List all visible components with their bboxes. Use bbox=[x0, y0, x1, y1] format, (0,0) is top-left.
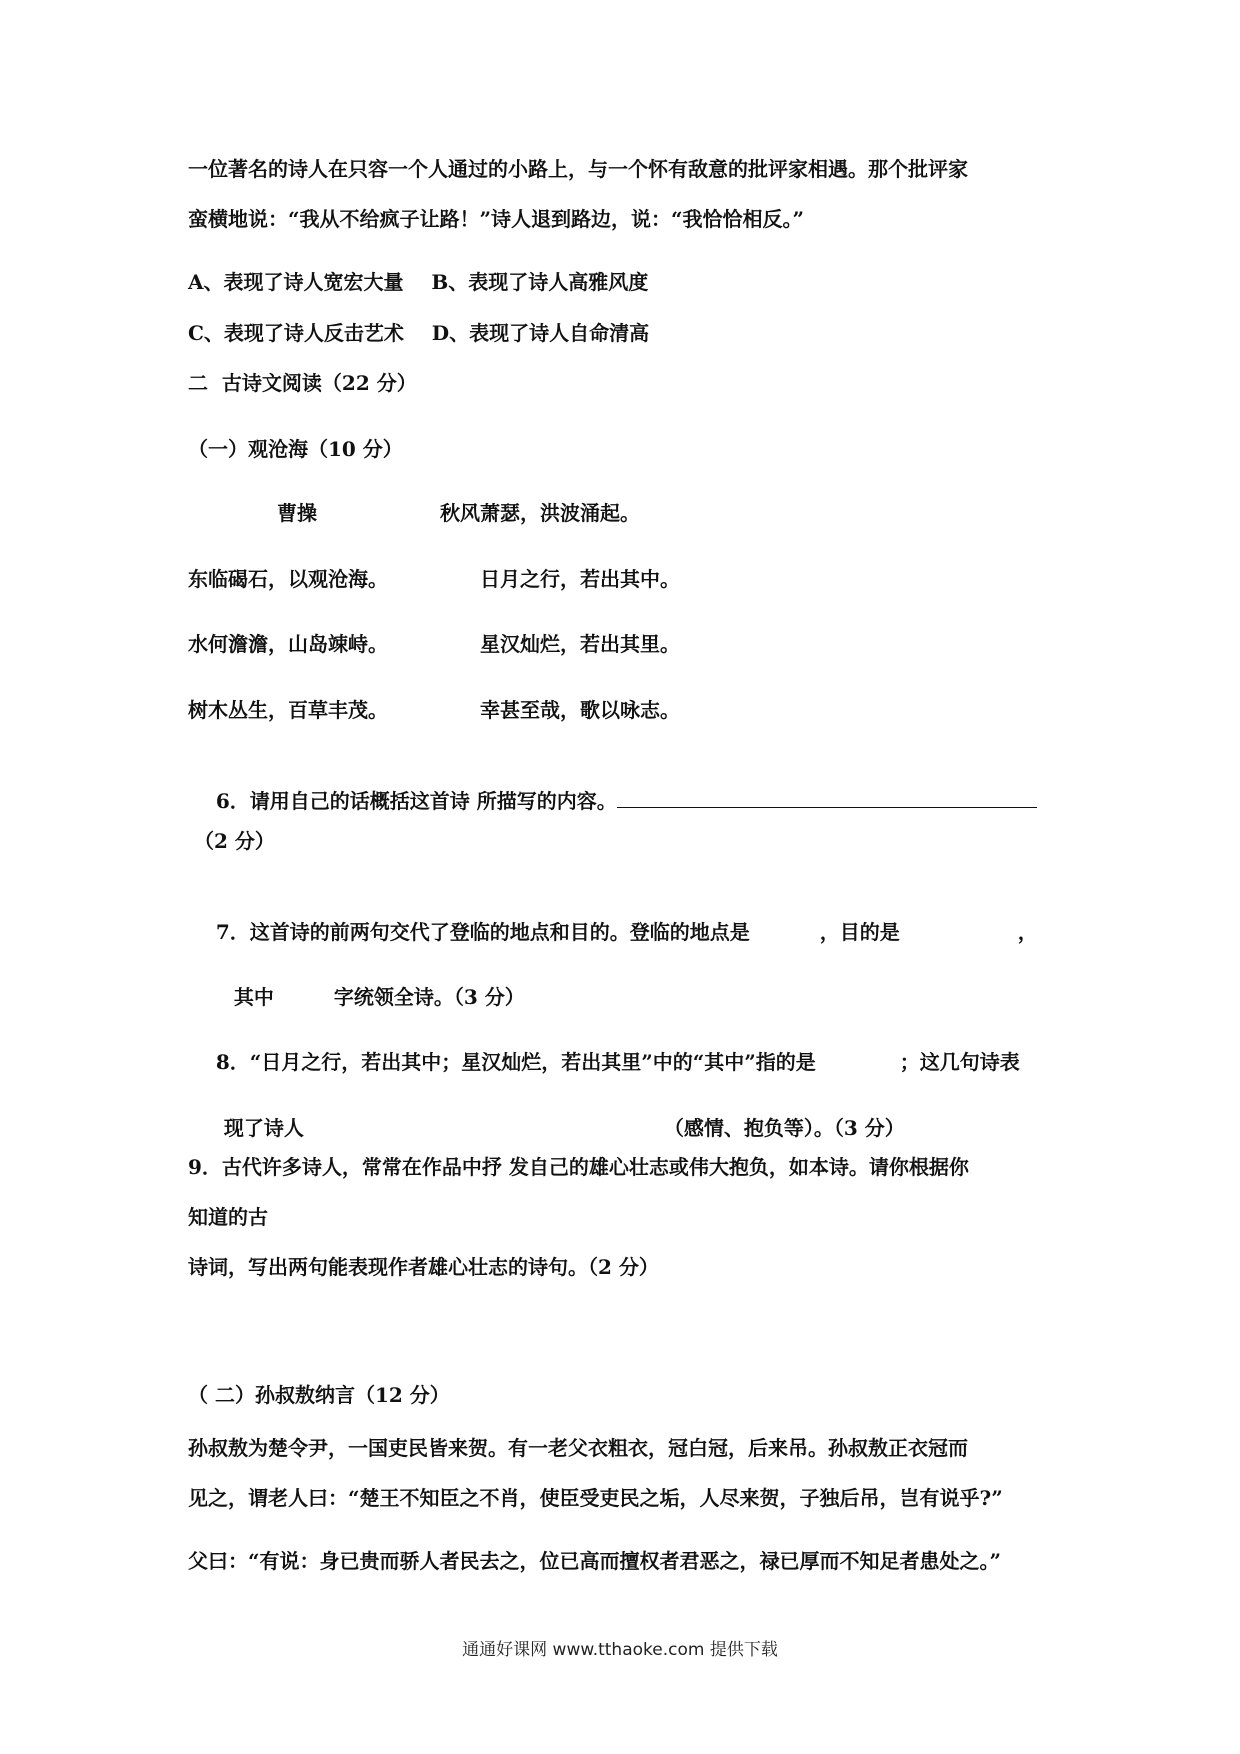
question-7-part-3: ， bbox=[1017, 920, 1038, 944]
poem-line: 树木丛生，百草丰茂。 bbox=[188, 698, 388, 722]
poem-line: 幸甚至哉，歌以咏志。 bbox=[480, 698, 680, 722]
question-7-line-2a: 其中 bbox=[233, 985, 274, 1009]
poem-line: 东临碣石，以观沧海。 bbox=[188, 567, 388, 591]
intro-line-1: 一位著名的诗人在只容一个人通过的小路上，与一个怀有敌意的批评家相遇。那个批评家 bbox=[188, 157, 968, 181]
question-7-part-2: ，目的是 bbox=[819, 920, 900, 944]
subsection-title-1: （一）观沧海（10 分） bbox=[188, 437, 403, 461]
poem-line: 星汉灿烂，若出其里。 bbox=[480, 632, 680, 656]
question-7-line-2b: 字统领全诗。（3 分） bbox=[333, 985, 525, 1009]
passage-line-1: 孙叔敖为楚令尹，一国吏民皆来贺。有一老父衣粗衣，冠白冠，后来吊。孙叔敖正衣冠而 bbox=[188, 1436, 968, 1460]
question-7-part-1: 7．这首诗的前两句交代了登临的地点和目的。登临的地点是 bbox=[215, 920, 750, 944]
question-8-line-2b: （感情、抱负等）。（3 分） bbox=[663, 1116, 905, 1140]
question-9-line-3: 诗词，写出两句能表现作者雄心壮志的诗句。（2 分） bbox=[188, 1255, 659, 1279]
poem-author: 曹操 bbox=[277, 501, 317, 525]
question-8-part-2: ；这几句诗表 bbox=[899, 1050, 1020, 1074]
poem-line: 日月之行，若出其中。 bbox=[480, 567, 680, 591]
options-row-2: C、表现了诗人反击艺术 D、表现了诗人自命清高 bbox=[188, 321, 650, 345]
question-8-line-2a: 现了诗人 bbox=[223, 1116, 304, 1140]
section-title: 二 古诗文阅读（22 分） bbox=[188, 371, 417, 395]
page-footer: 通通好课网 www.tthaoke.com 提供下载 bbox=[462, 1640, 778, 1660]
intro-line-2: 蛮横地说：“我从不给疯子让路！”诗人退到路边，说：“我恰恰相反。” bbox=[188, 207, 805, 231]
passage-line-3: 父曰：“有说：身已贵而骄人者民去之，位已高而擅权者君恶之，禄已厚而不知足者患处之。” bbox=[188, 1549, 1002, 1573]
passage-line-2: 见之，谓老人曰：“楚王不知臣之不肖，使臣受吏民之垢，人尽来贺，子独后吊，岂有说乎?” bbox=[188, 1486, 1003, 1510]
question-9-line-1: 9．古代许多诗人，常常在作品中抒 发自己的雄心壮志或伟大抱负，如本诗。请你根据你 bbox=[188, 1155, 969, 1179]
poem-line: 水何澹澹，山岛竦峙。 bbox=[188, 632, 388, 656]
subsection-title-2: （ 二）孙叔敖纳言（12 分） bbox=[188, 1383, 450, 1407]
question-6-text: 6．请用自己的话概括这首诗 所描写的内容。 bbox=[215, 789, 617, 813]
question-9-line-2: 知道的古 bbox=[188, 1205, 268, 1229]
options-row-1: A、表现了诗人宽宏大量 B、表现了诗人高雅风度 bbox=[188, 270, 649, 294]
poem-line: 秋风萧瑟，洪波涌起。 bbox=[440, 501, 640, 525]
answer-blank[interactable] bbox=[617, 789, 1037, 808]
question-8-part-1: 8．“日月之行，若出其中；星汉灿烂，若出其里”中的“其中”指的是 bbox=[215, 1050, 816, 1074]
question-6-score: （2 分） bbox=[194, 829, 275, 853]
question-6 bbox=[188, 762, 1037, 840]
